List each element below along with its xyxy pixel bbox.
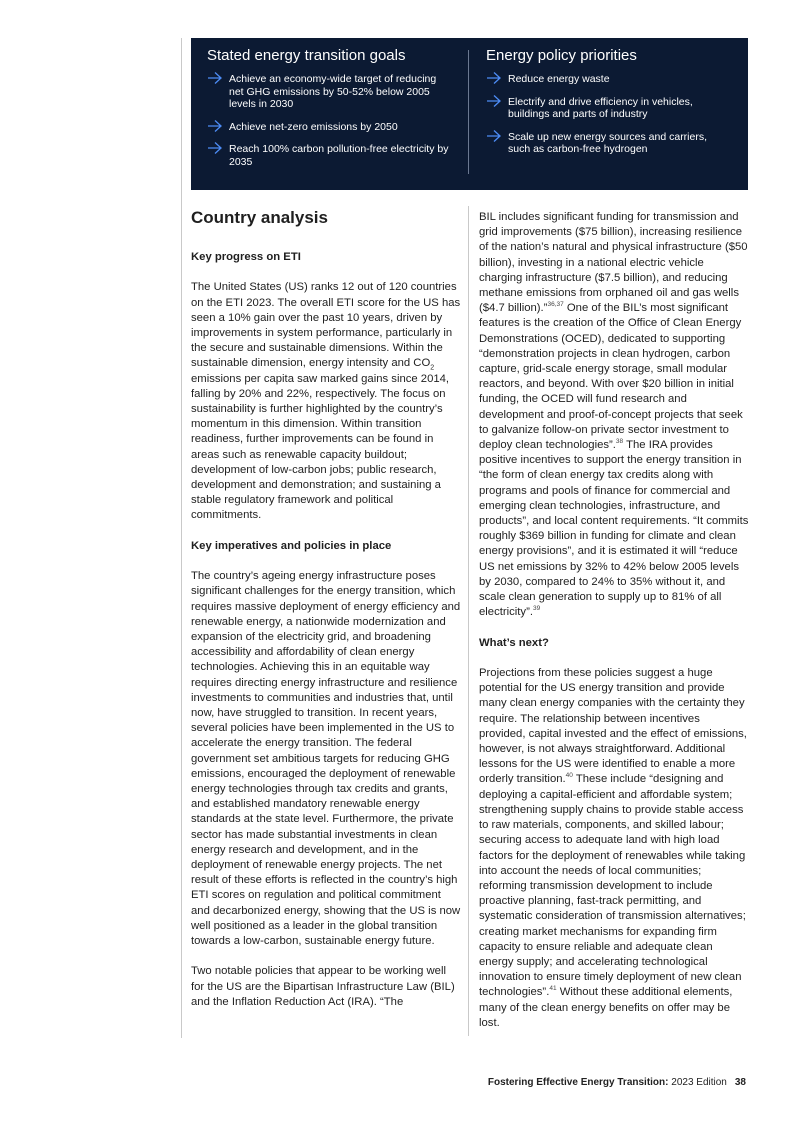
- publication-edition: 2023 Edition: [668, 1077, 727, 1088]
- footnote-ref[interactable]: 41: [549, 985, 557, 993]
- arrow-right-icon: [486, 94, 502, 108]
- page-number: 38: [734, 1077, 746, 1088]
- priority-item-text: Scale up new energy sources and carriers, such as carbon-free hydrogen: [508, 130, 708, 155]
- goal-item-text: Achieve an economy-wide target of reducing net GHG emissions by 50-52% below 2005 levels in 2030: [229, 73, 437, 110]
- paragraph-next-text-b: These include “designing and deploying a capital-efficient and affordable system; strengthening supply chains to provide stable access to raw materials, components, and skilled labour; securing access to adequate land with high load factors for the deployment of renewables while taking into account the needs of local communities; reforming transmission development to include proactive planning, fast-track permitting, and systematic consideration of transmission alternatives; creating market mechanisms for expanding firm capacity to ensure reliable and adequate clean energy supply; and accelerating technological innovation to ensure timely deployment of new clean technologies”.: [479, 773, 746, 999]
- arrow-right-icon: [486, 129, 502, 143]
- arrow-right-icon: [486, 71, 502, 85]
- paragraph-policies: Two notable policies that appear to be working well for the US are the Bipartisan Infrastructure Law (BIL) and the Inflation Reduction Act (IRA). “The: [191, 965, 455, 1008]
- paragraph-progress: [191, 280, 461, 523]
- arrow-right-icon: [207, 141, 223, 155]
- paragraph-bil: [479, 210, 749, 620]
- paragraph-bil-text-a: BIL includes significant funding for transmission and grid improvements ($75 billion), increasing resilience of the nation’s natural and physical infrastructure ($50 billion), investing in a national electric vehicle charging infrastructure ($7.5 billion), and reducing methane emissions from orphaned oil and gas wells ($4.7 billion).”: [479, 211, 748, 315]
- subheading-progress: Key progress on ETI: [191, 251, 301, 263]
- paragraph-next-text-a: Projections from these policies suggest a huge potential for the US energy transition and provide many clean energy companies with the certainty they require. The relationship between incentives provided, capital invested and the effect of emissions, however, is not always straightforward. Additional lessons for the US were identified to enable a more orderly transition.: [479, 667, 747, 786]
- priority-item: [486, 131, 731, 156]
- paragraph-bil-text-c: The IRA provides positive incentives to support the energy transition in “the form of clean energy tax credits along with programs and pools of finance for commercial and emerging clean technologies, infrastructure, and products”, and local content requirements. “It commits roughly $369 billion in funding for climate and clean energy provisions”, and it is estimated it will “reduce US net emissions by 32% to 42% below 2005 levels by 2030, compared to 24% to 35% without it, and scale clean generation to supply up to 81% of all electricity”.: [479, 439, 749, 619]
- right-column: [479, 210, 749, 1046]
- footnote-ref[interactable]: 40: [565, 772, 573, 780]
- arrow-right-icon: [207, 71, 223, 85]
- goal-item: [207, 73, 452, 111]
- page-footer: [488, 1077, 746, 1088]
- goals-box: [191, 38, 748, 190]
- priority-item: [486, 73, 731, 86]
- subheading-next: What’s next?: [479, 636, 549, 649]
- column-divider: [468, 206, 469, 1036]
- goal-item: [207, 121, 452, 134]
- paragraph-bil-text-b: One of the BIL’s most significant features is the creation of the Office of Clean Energy Demonstrations (OCED), dedicated to supporting “demonstration projects in clean hydrogen, carbon capture, grid-scale energy storage, small modular reactors, and beyond. With over $20 billion in initial funding, the OCED will fund research and development and proof-of-concept projects that seek to galvanize follow-on private sector investment to deploy clean technologies”.: [479, 302, 743, 452]
- footnote-ref[interactable]: 39: [532, 605, 541, 613]
- left-column: [191, 206, 461, 1025]
- publication-title: Fostering Effective Energy Transition:: [487, 1077, 669, 1088]
- stated-goals-column: [207, 47, 452, 178]
- priority-item: [486, 96, 731, 121]
- goal-item-text: Reach 100% carbon pollution-free electricity by 2035: [229, 143, 449, 168]
- goal-item: [207, 143, 452, 168]
- section-title: Country analysis: [191, 208, 328, 227]
- paragraph-next-text-c: Without these additional elements, many of the clean energy benefits on offer may be lost.: [479, 986, 733, 1029]
- footnote-ref[interactable]: 36,37: [547, 301, 564, 309]
- policy-priorities-column: [486, 47, 731, 166]
- co2-subscript: 2: [430, 364, 435, 372]
- policy-priorities-title: Energy policy priorities: [486, 47, 637, 64]
- paragraph-imperatives: The country’s ageing energy infrastructure poses significant challenges for the energy transition, which requires massive deployment of energy efficiency and renewable energy, a nationwide modernization and expansion of the electricity grid, and broadening accessibility and affordability of clean energy technologies. Achieving this in an equitable way requires directing energy infrastructure and resilience investments to communities and industries that, until now, have struggled to transition. In recent years, several policies have been implemented in the US to accelerate the energy transition. The federal government set ambitious targets for reducing GHG emissions, encouraged the deployment of renewable energy technologies through tax credits and grants, and established mandatory renewable energy standards at the state level. Furthermore, the private sector has made substantial investments in clean energy research and development, and in the deployment of renewable energy projects. The net result of these efforts is reflected in the country’s high ETI scores on regulation and political commitment and decarbonized energy, showing that the US is now well positioned as a leader in the global transition towards a low-carbon, sustainable energy future.: [191, 570, 461, 948]
- paragraph-progress-text-b: emissions per capita saw marked gains since 2014, falling by 20% and 22%, respectively. The focus on sustainability is further highlighted by the country’s momentum in this dimension. Within transition readiness, further improvements can be found in areas such as renewable capacity buildout; development of low-carbon jobs; public research, development and demonstration; and sustaining a stable regulatory framework and political commitments.: [191, 372, 450, 522]
- goal-item-text: Achieve net-zero emissions by 2050: [229, 120, 398, 133]
- paragraph-progress-text-a: The United States (US) ranks 12 out of 120 countries on the ETI 2023. The overall ETI score for the US has seen a 10% gain over the past 10 years, driven by improvements in system performance, particularly in the secure and sustainable dimensions. Within the sustainable dimension, energy intensity and CO: [191, 281, 461, 370]
- stated-goals-title: Stated energy transition goals: [207, 47, 406, 64]
- arrow-right-icon: [207, 119, 223, 133]
- priority-item-text: Electrify and drive efficiency in vehicles, buildings and parts of industry: [508, 95, 693, 120]
- goals-divider: [468, 50, 469, 174]
- footnote-ref[interactable]: 38: [615, 438, 624, 446]
- subheading-imperatives: Key imperatives and policies in place: [191, 539, 392, 552]
- left-margin-rule: [181, 38, 182, 1038]
- priority-item-text: Reduce energy waste: [508, 73, 610, 85]
- paragraph-next: [479, 666, 749, 1031]
